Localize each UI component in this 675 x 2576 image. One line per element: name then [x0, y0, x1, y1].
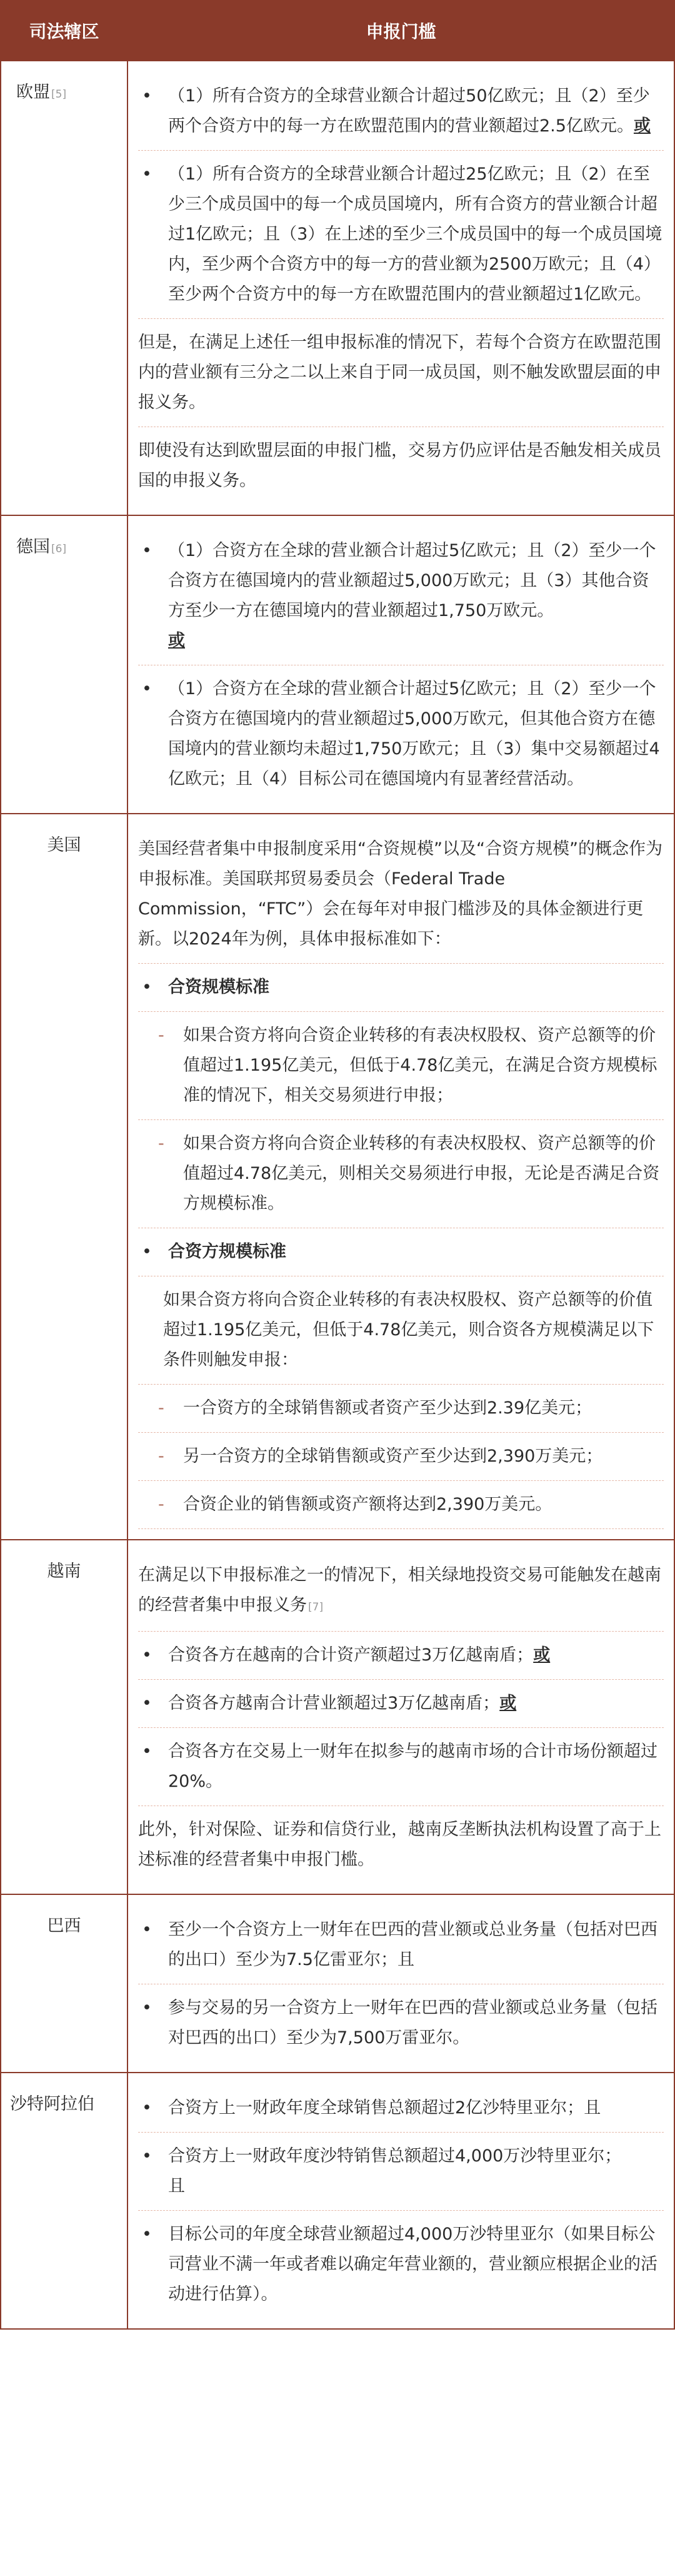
sub-list-item: [138, 1433, 664, 1481]
paragraph: 但是，在满足上述任一组申报标准的情况下，若每个合资方在欧盟范围内的营业额有三分之二以上来自于同一成员国，则不触发欧盟层面的申报义务。: [138, 319, 664, 427]
jurisdiction-cell: [1, 814, 128, 1540]
jurisdiction-name: 德国: [16, 537, 50, 557]
item-text: 目标公司的年度全球营业额超过4,000万沙特里亚尔（如果目标公司营业不满一年或者难以确定年营业额的，营业额应根据企业的活动进行估算）。: [168, 2225, 658, 2304]
paragraph: 即使没有达到欧盟层面的申报门槛，交易方仍应评估是否触发相关成员国的申报义务。: [138, 441, 661, 490]
table-row-usa: [1, 814, 674, 1540]
dash-icon: -: [158, 1134, 164, 1153]
dash-icon: -: [158, 1026, 164, 1045]
item-text: 参与交易的另一合资方上一财年在巴西的营业额或总业务量（包括对巴西的出口）至少为7,500万雷亚尔。: [168, 1998, 658, 2048]
threshold-cell: [128, 2073, 674, 2329]
item-text: 合资企业的销售额或资产额将达到2,390万美元。: [183, 1495, 552, 1514]
sub-list-item: [138, 1012, 664, 1120]
table-row-eu: [1, 61, 674, 515]
list-item: [138, 1632, 664, 1680]
subheading: 合资规模标准: [168, 977, 269, 997]
bullet-icon: •: [142, 86, 152, 106]
item-text: （1）合资方在全球的营业额合计超过5亿欧元；且（2）至少一个合资方在德国境内的营业额超过5,000万欧元，但其他合资方在德国境内的营业额均未超过1,750万欧元；且（3）集中交易额超过4亿欧元；且（4）目标公司在德国境内有显著经营活动。: [168, 679, 660, 789]
sub-list-item: [138, 1385, 664, 1433]
subheading: 合资方规模标准: [168, 1242, 286, 1261]
jurisdiction-name: 沙特阿拉伯: [10, 2094, 94, 2114]
and-connector: 且: [397, 1950, 414, 1969]
table-header-row: [1, 1, 674, 61]
threshold-cell: [128, 61, 674, 515]
header-jurisdiction: 司法辖区: [1, 1, 128, 61]
list-item: [138, 964, 664, 1012]
item-text: 一合资方的全球销售额或者资产至少达到2.39亿美元；: [183, 1398, 592, 1418]
bullet-icon: •: [142, 2225, 152, 2244]
jurisdiction-cell: [1, 1540, 128, 1894]
bullet-icon: •: [142, 1694, 152, 1713]
bullet-icon: •: [142, 1742, 152, 1761]
item-text: 合资方上一财政年度全球销售总额超过2亿沙特里亚尔；: [168, 2098, 584, 2118]
jurisdiction-name: 美国: [47, 836, 81, 855]
item-text: 合资各方在交易上一财年在拟参与的越南市场的合计市场份额超过20%。: [168, 1742, 658, 1791]
table-row-germany: [1, 515, 674, 814]
or-connector: 或: [499, 1694, 517, 1713]
bullet-icon: •: [142, 164, 152, 184]
table-row-vietnam: [1, 1540, 674, 1894]
paragraph: 如果合资方将向合资企业转移的有表决权股权、资产总额等的价值超过1.195亿美元，但低于4.78亿美元，则合资各方规模满足以下条件则触发申报：: [138, 1276, 664, 1385]
list-item: [138, 1680, 664, 1728]
header-threshold: 申报门槛: [128, 1, 674, 61]
or-connector: 或: [533, 1645, 551, 1665]
bullet-icon: •: [142, 1242, 152, 1261]
jurisdiction-name: 欧盟: [16, 83, 50, 102]
item-text: 另一合资方的全球销售额或资产至少达到2,390万美元；: [183, 1447, 603, 1466]
list-item: [138, 1728, 664, 1806]
item-text: （1）合资方在全球的营业额合计超过5亿欧元；且（2）至少一个合资方在德国境内的营业额超过5,000万欧元；且（3）其他合资方至少一方在德国境内的营业额超过1,750万欧元。: [168, 541, 656, 620]
item-text: 合资方上一财政年度沙特销售总额超过4,000万沙特里亚尔；: [168, 2146, 622, 2166]
list-item: [138, 2133, 664, 2211]
item-text: 如果合资方将向合资企业转移的有表决权股权、资产总额等的价值超过4.78亿美元，则相关交易须进行申报，无论是否满足合资方规模标准。: [183, 1134, 660, 1213]
jurisdiction-cell: [1, 2073, 128, 2329]
footnote-ref[interactable]: [7]: [308, 1601, 324, 1614]
paragraph: 此外，针对保险、证券和信贷行业，越南反垄断执法机构设置了高于上述标准的经营者集中申报门槛。: [138, 1820, 661, 1869]
paragraph: [138, 1552, 664, 1632]
jurisdiction-cell: [1, 1894, 128, 2073]
bullet-icon: •: [142, 541, 152, 560]
list-item: [138, 2084, 664, 2133]
paragraph: 美国经营者集中申报制度采用“合资规模”以及“合资方规模”的概念作为申报标准。美国联邦贸易委员会（Federal Trade Commission，“FTC”）会在每年对申报门槛涉及的具体金额进行更新。以2024年为例，具体申报标准如下：: [138, 826, 664, 964]
dash-icon: -: [158, 1398, 164, 1418]
footnote-ref[interactable]: [5]: [51, 88, 67, 101]
threshold-cell: [128, 1540, 674, 1894]
threshold-cell: [128, 515, 674, 814]
threshold-cell: [128, 814, 674, 1540]
threshold-cell: [128, 1894, 674, 2073]
list-item: [138, 1984, 664, 2062]
bullet-icon: •: [142, 977, 152, 997]
jurisdiction-cell: [1, 515, 128, 814]
item-text: 如果合资方将向合资企业转移的有表决权股权、资产总额等的价值超过1.195亿美元，但低于4.78亿美元，在满足合资方规模标准的情况下，相关交易须进行申报；: [183, 1026, 658, 1105]
bullet-icon: •: [142, 1998, 152, 2018]
item-text: 合资各方越南合计营业额超过3万亿越南盾；: [168, 1694, 500, 1713]
item-text: 至少一个合资方上一财年在巴西的营业额或总业务量（包括对巴西的出口）至少为7.5亿雷亚尔；: [168, 1920, 658, 1969]
or-connector: 或: [633, 116, 651, 136]
bullet-icon: •: [142, 1920, 152, 1939]
list-item: [138, 2211, 664, 2318]
jurisdiction-name: 越南: [47, 1562, 81, 1581]
or-connector: 或: [168, 631, 185, 650]
bullet-icon: •: [142, 679, 152, 699]
sub-list-item: [138, 1481, 664, 1529]
bullet-icon: •: [142, 2146, 152, 2166]
item-text: 合资各方在越南的合计资产额超过3万亿越南盾；: [168, 1645, 534, 1665]
jurisdiction-cell: [1, 61, 128, 515]
item-text: （1）所有合资方的全球营业额合计超过50亿欧元；且（2）至少两个合资方中的每一方在欧盟范围内的营业额超过2.5亿欧元。: [168, 86, 650, 136]
table-row-brazil: [1, 1894, 674, 2073]
sub-list-item: [138, 1120, 664, 1228]
table-row-saudi-arabia: [1, 2073, 674, 2329]
dash-icon: -: [158, 1495, 164, 1514]
list-item: [138, 527, 664, 665]
intro-text: 在满足以下申报标准之一的情况下，相关绿地投资交易可能触发在越南的经营者集中申报义务: [138, 1565, 661, 1615]
jurisdiction-name: 巴西: [47, 1916, 81, 1936]
bullet-icon: •: [142, 1645, 152, 1665]
list-item: [138, 1228, 664, 1276]
list-item: [138, 151, 664, 319]
and-connector: 且: [584, 2098, 601, 2118]
bullet-icon: •: [142, 2098, 152, 2118]
footnote-ref[interactable]: [6]: [51, 543, 67, 555]
list-item: [138, 1906, 664, 1984]
list-item: [138, 665, 664, 803]
list-item: [138, 73, 664, 151]
and-connector: 且: [168, 2176, 185, 2196]
item-text: （1）所有合资方的全球营业额合计超过25亿欧元；且（2）在至少三个成员国中的每一个成员国境内，所有合资方的营业额合计超过1亿欧元；且（3）在上述的至少三个成员国中的每一个成员国境内，至少两个合资方中的每一方的营业额为2500万欧元；且（4）至少两个合资方中的每一方在欧盟范围内的营业额超过1亿欧元。: [168, 164, 662, 304]
dash-icon: -: [158, 1447, 164, 1466]
